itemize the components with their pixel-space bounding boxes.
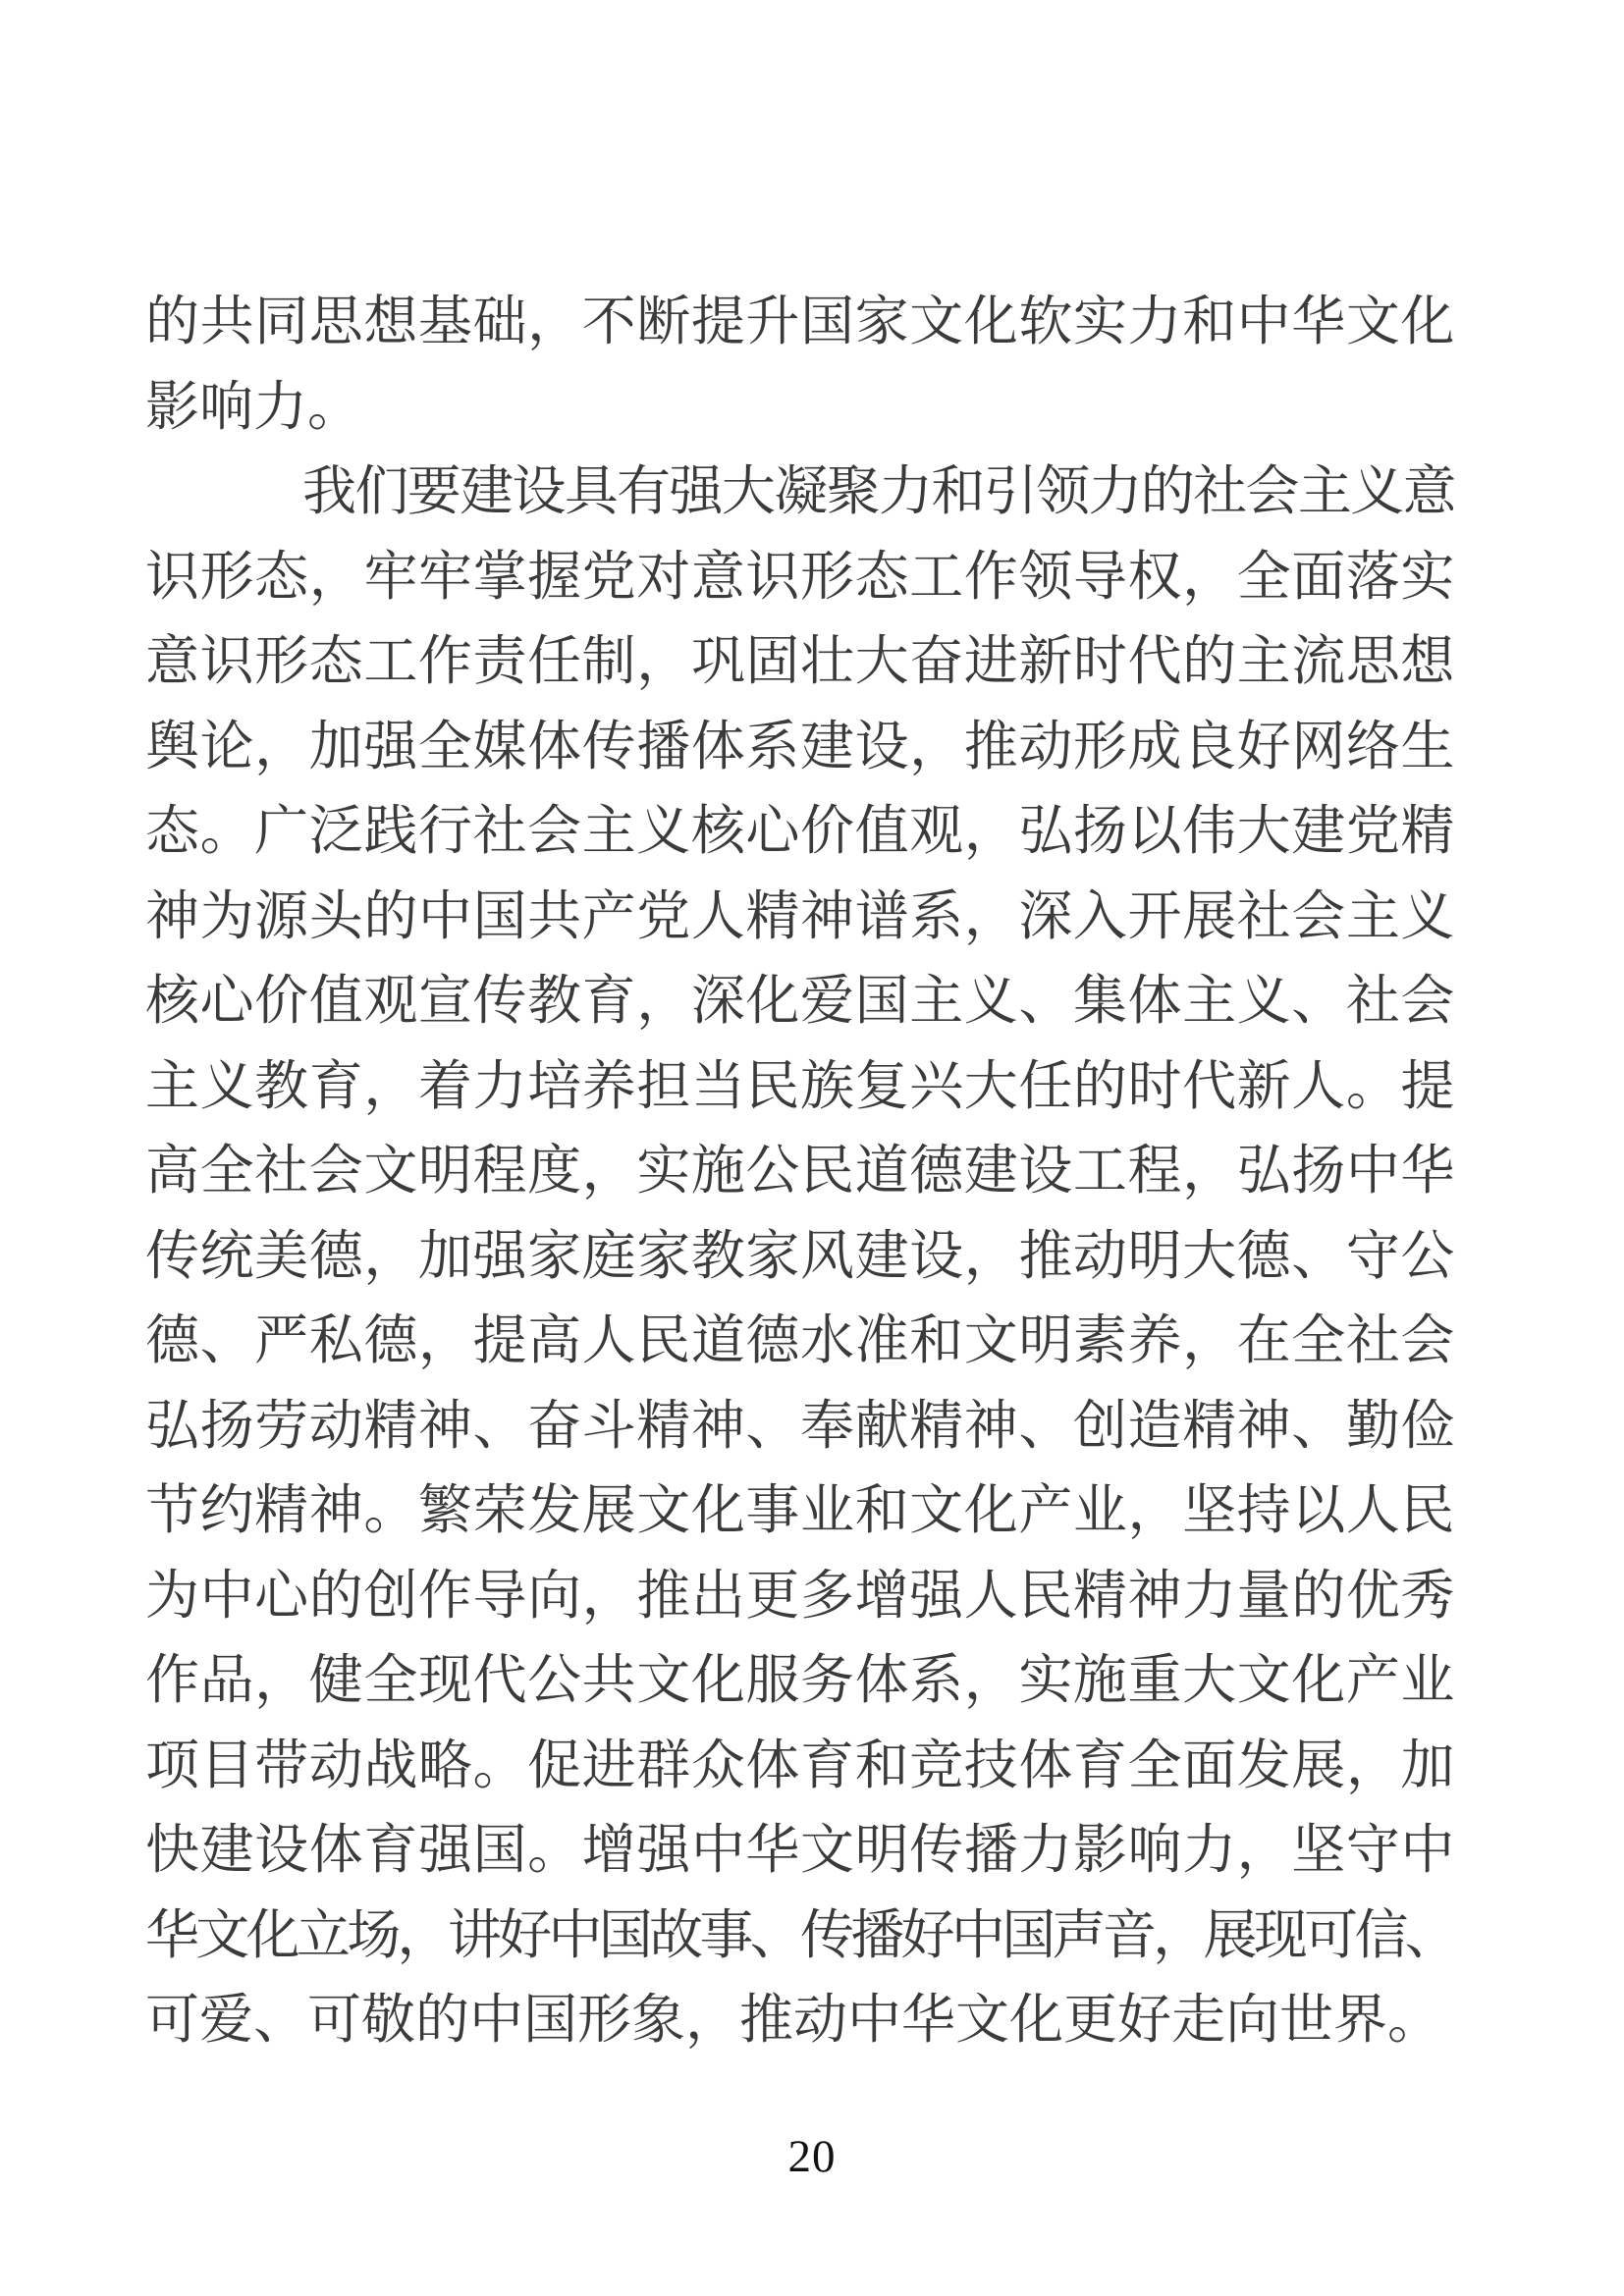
- text-line: [145, 364, 1455, 450]
- text-line: [145, 1637, 1455, 1723]
- text-line: [145, 1553, 1455, 1638]
- text-line-content: 意识形态工作责任制，巩固壮大奋进新时代的主流思想: [145, 629, 1455, 692]
- text-line: [145, 1383, 1455, 1468]
- text-line: [145, 1213, 1455, 1299]
- text-line-content: 主义教育，着力培养担当民族复兴大任的时代新人。提: [145, 1053, 1455, 1117]
- text-line-content: 舆论，加强全媒体传播体系建设，推动形成良好网络生: [145, 714, 1455, 777]
- text-line: [145, 1977, 1455, 2062]
- text-line-content: 为中心的创作导向，推出更多增强人民精神力量的优秀: [145, 1563, 1455, 1627]
- text-line: [145, 1468, 1455, 1553]
- text-line-content: 弘扬劳动精神、奋斗精神、奉献精神、创造精神、勤俭: [145, 1393, 1455, 1457]
- text-line: [145, 1723, 1455, 1808]
- page-number: 20: [787, 2131, 837, 2182]
- text-line-content: 核心价值观宣传教育，深化爱国主义、集体主义、社会: [145, 969, 1455, 1032]
- text-line: [145, 279, 1455, 364]
- text-line-content: 项目带动战略。促进群众体育和竞技体育全面发展，加: [145, 1733, 1455, 1796]
- body-text: [145, 279, 1455, 2062]
- text-line-content: 华文化立场，讲好中国故事、传播好中国声音，展现可信、: [145, 1902, 1455, 1966]
- text-line-content: 的共同思想基础，不断提升国家文化软实力和中华文化: [145, 290, 1455, 352]
- text-line: [145, 534, 1455, 619]
- text-line-content: 传统美德，加强家庭家教家风建设，推动明大德、守公: [145, 1223, 1455, 1287]
- text-line: [145, 1893, 1455, 1978]
- text-line: [145, 788, 1455, 874]
- text-line: [145, 449, 1455, 534]
- text-line-content: 作品，健全现代公共文化服务体系，实施重大文化产业: [145, 1648, 1455, 1711]
- text-line: [145, 1298, 1455, 1383]
- text-line-content: 态。广泛践行社会主义核心价值观，弘扬以伟大建党精: [145, 799, 1455, 862]
- text-line: [145, 1807, 1455, 1893]
- text-line: [145, 1128, 1455, 1213]
- text-line: [145, 958, 1455, 1043]
- text-line-content: 神为源头的中国共产党人精神谱系，深入开展社会主义: [145, 883, 1455, 947]
- text-line: [145, 618, 1455, 704]
- text-line-content: 可爱、可敬的中国形象，推动中华文化更好走向世界。: [145, 1988, 1442, 2051]
- text-line-content: 高全社会文明程度，实施公民道德建设工程，弘扬中华: [145, 1139, 1455, 1201]
- text-line-content: 识形态，牢牢掌握党对意识形态工作领导权，全面落实: [145, 544, 1455, 608]
- text-line-content: 影响力。: [145, 374, 362, 438]
- text-line-content: 快建设体育强国。增强中华文明传播力影响力，坚守中: [145, 1818, 1455, 1881]
- text-line-content: 德、严私德，提高人民道德水准和文明素养，在全社会: [145, 1308, 1455, 1371]
- text-line: [145, 1043, 1455, 1129]
- text-line: [145, 704, 1455, 789]
- text-line-content: 节约精神。繁荣发展文化事业和文化产业，坚持以人民: [145, 1478, 1455, 1541]
- text-line-content: 我们要建设具有强大凝聚力和引领力的社会主义意: [302, 459, 1455, 522]
- text-line: [145, 874, 1455, 959]
